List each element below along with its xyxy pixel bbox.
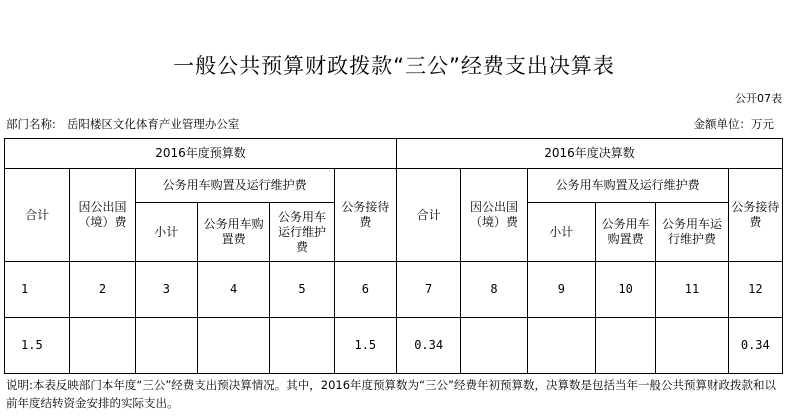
value-cell: 0.34 — [396, 318, 460, 374]
value-cell: 1.5 — [334, 318, 396, 374]
value-cell — [461, 318, 527, 374]
department-line — [6, 116, 239, 132]
header-reception: 公务接待费 — [334, 169, 396, 262]
header-vehicle-group: 公务用车购置及运行维护费 — [527, 169, 728, 203]
expense-table — [4, 138, 783, 374]
header-subtotal: 小计 — [527, 203, 595, 262]
header-operation: 公务用车运行维护费 — [656, 203, 728, 262]
header-operation: 公务用车运行维护费 — [270, 203, 334, 262]
department-label: 部门名称: — [6, 117, 56, 131]
col-num: 12 — [728, 262, 782, 318]
budget-group-header: 2016年度预算数 — [5, 139, 397, 169]
col-num: 5 — [270, 262, 334, 318]
header-subtotal: 小计 — [135, 203, 197, 262]
header-purchase: 公务用车购置费 — [595, 203, 655, 262]
value-cell — [527, 318, 595, 374]
value-cell — [197, 318, 269, 374]
value-cell — [595, 318, 655, 374]
header-reception: 公务接待费 — [728, 169, 782, 262]
col-num: 10 — [595, 262, 655, 318]
group-header-row — [5, 139, 783, 169]
department-name: 岳阳楼区文化体育产业管理办公室 — [66, 117, 240, 131]
value-cell: 0.34 — [728, 318, 782, 374]
col-num: 9 — [527, 262, 595, 318]
value-cell: 1.5 — [5, 318, 70, 374]
header-purchase: 公务用车购置费 — [197, 203, 269, 262]
column-number-row — [5, 262, 783, 318]
col-num: 4 — [197, 262, 269, 318]
final-group-header: 2016年度决算数 — [396, 139, 782, 169]
col-num: 3 — [135, 262, 197, 318]
col-num: 1 — [5, 262, 70, 318]
header-vehicle-group: 公务用车购置及运行维护费 — [135, 169, 334, 203]
header-abroad: 因公出国（境）费 — [70, 169, 135, 262]
header-abroad: 因公出国（境）费 — [461, 169, 527, 262]
header-row-1 — [5, 169, 783, 203]
col-num: 7 — [396, 262, 460, 318]
value-cell — [70, 318, 135, 374]
value-cell — [135, 318, 197, 374]
footnote: 说明:本表反映部门本年度“三公”经费支出预决算情况。其中，2016年度预算数为“三公”经费年初预算数，决算数是包括当年一般公共预算财政拨款和以前年度结转资金安排的实际支出。 — [6, 378, 776, 410]
col-num: 11 — [656, 262, 728, 318]
col-num: 6 — [334, 262, 396, 318]
col-num: 2 — [70, 262, 135, 318]
form-number: 公开07表 — [735, 92, 782, 105]
header-total: 合计 — [396, 169, 460, 262]
value-row — [5, 318, 783, 374]
amount-unit: 金额单位：万元 — [693, 117, 774, 131]
value-cell — [656, 318, 728, 374]
header-total: 合计 — [5, 169, 70, 262]
page-title: 一般公共预算财政拨款“三公”经费支出决算表 — [173, 54, 615, 78]
value-cell — [270, 318, 334, 374]
col-num: 8 — [461, 262, 527, 318]
